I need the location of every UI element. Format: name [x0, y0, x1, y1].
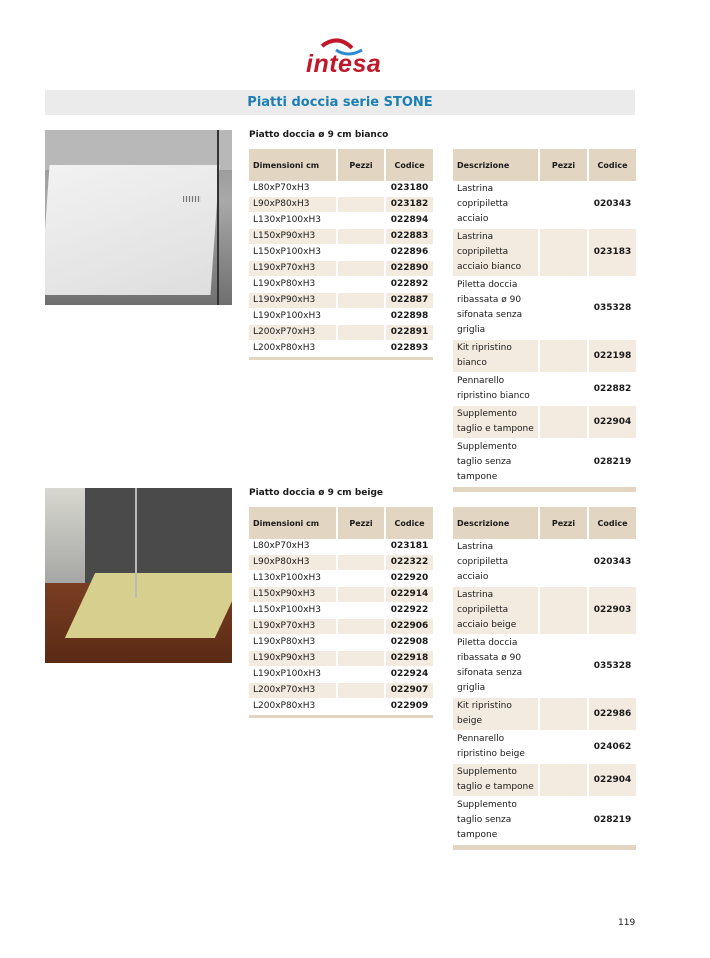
- pezzi-input[interactable]: [337, 245, 385, 261]
- pezzi-input[interactable]: [539, 731, 588, 764]
- pezzi-input[interactable]: [337, 197, 385, 213]
- table-row: [249, 683, 433, 699]
- dimension-cell: L150xP90xH3: [249, 587, 337, 603]
- table-row: [249, 571, 433, 587]
- table-row: [453, 277, 636, 340]
- col-header-dimensioni: Dimensioni cm: [249, 149, 337, 181]
- code-cell: 022893: [385, 341, 433, 357]
- table-row: [453, 439, 636, 487]
- code-cell: 035328: [588, 635, 636, 698]
- code-cell: 020343: [588, 539, 636, 587]
- description-cell: Pennarello ripristino beige: [453, 731, 539, 764]
- table-row: [249, 555, 433, 571]
- drain-icon: [183, 196, 201, 202]
- description-cell: Supplemento taglio e tampone: [453, 406, 539, 439]
- table-row: [249, 261, 433, 277]
- dimension-cell: L90xP80xH3: [249, 555, 337, 571]
- code-cell: 022896: [385, 245, 433, 261]
- pezzi-input[interactable]: [337, 325, 385, 341]
- description-cell: Supplemento taglio e tampone: [453, 764, 539, 797]
- table-row: [453, 181, 636, 229]
- col-header-descrizione: Descrizione: [453, 507, 539, 539]
- pezzi-input[interactable]: [337, 699, 385, 715]
- pezzi-input[interactable]: [539, 698, 588, 731]
- code-cell: 023183: [588, 229, 636, 277]
- table-row: [453, 340, 636, 373]
- dimension-cell: L200xP80xH3: [249, 341, 337, 357]
- dimension-cell: L190xP90xH3: [249, 651, 337, 667]
- table-row: [249, 181, 433, 197]
- table-row: [249, 603, 433, 619]
- col-header-descrizione: Descrizione: [453, 149, 539, 181]
- accessories-table: [453, 507, 636, 850]
- table-row: [249, 667, 433, 683]
- code-cell: 022882: [588, 373, 636, 406]
- pezzi-input[interactable]: [539, 439, 588, 487]
- code-cell: 035328: [588, 277, 636, 340]
- col-header-pezzi: Pezzi: [337, 149, 385, 181]
- code-cell: 022898: [385, 309, 433, 325]
- page-number: 119: [618, 918, 636, 928]
- pezzi-input[interactable]: [539, 373, 588, 406]
- dimension-cell: L150xP100xH3: [249, 603, 337, 619]
- pezzi-input[interactable]: [337, 181, 385, 197]
- section-title: Piatto doccia ø 9 cm bianco: [249, 130, 389, 140]
- pezzi-input[interactable]: [337, 603, 385, 619]
- pezzi-input[interactable]: [337, 571, 385, 587]
- description-cell: Lastrina copripiletta acciaio beige: [453, 587, 539, 635]
- pezzi-input[interactable]: [539, 340, 588, 373]
- code-cell: 022924: [385, 667, 433, 683]
- sizes-table: [249, 149, 433, 360]
- dimension-cell: L150xP90xH3: [249, 229, 337, 245]
- intesa-logo: [300, 36, 390, 86]
- col-header-pezzi: Pezzi: [539, 149, 588, 181]
- dimension-cell: L200xP70xH3: [249, 325, 337, 341]
- dimension-cell: L200xP70xH3: [249, 683, 337, 699]
- code-cell: 028219: [588, 797, 636, 845]
- code-cell: 022909: [385, 699, 433, 715]
- table-row: [249, 619, 433, 635]
- code-cell: 022892: [385, 277, 433, 293]
- dimension-cell: L200xP80xH3: [249, 699, 337, 715]
- table-row: [453, 797, 636, 845]
- pezzi-input[interactable]: [337, 539, 385, 555]
- code-cell: 024062: [588, 731, 636, 764]
- dimension-cell: L190xP100xH3: [249, 309, 337, 325]
- dimension-cell: L90xP80xH3: [249, 197, 337, 213]
- code-cell: 022918: [385, 651, 433, 667]
- table-row: [453, 587, 636, 635]
- pezzi-input[interactable]: [337, 587, 385, 603]
- code-cell: 022198: [588, 340, 636, 373]
- pezzi-input[interactable]: [337, 213, 385, 229]
- col-header-pezzi: Pezzi: [539, 507, 588, 539]
- pezzi-input[interactable]: [337, 651, 385, 667]
- col-header-codice: Codice: [385, 149, 433, 181]
- table-row: [249, 277, 433, 293]
- table-row: [249, 699, 433, 715]
- code-cell: 022922: [385, 603, 433, 619]
- code-cell: 022920: [385, 571, 433, 587]
- dimension-cell: L80xP70xH3: [249, 539, 337, 555]
- code-cell: 022903: [588, 587, 636, 635]
- description-cell: Lastrina copripiletta acciaio: [453, 539, 539, 587]
- table-row: [453, 698, 636, 731]
- table-row: [249, 539, 433, 555]
- section-title: Piatto doccia ø 9 cm beige: [249, 488, 383, 498]
- pezzi-input[interactable]: [539, 587, 588, 635]
- description-cell: Supplemento taglio senza tampone: [453, 439, 539, 487]
- code-cell: 022904: [588, 764, 636, 797]
- description-cell: Pennarello ripristino bianco: [453, 373, 539, 406]
- code-cell: 022891: [385, 325, 433, 341]
- table-row: [453, 373, 636, 406]
- pezzi-input[interactable]: [337, 293, 385, 309]
- table-row: [453, 539, 636, 587]
- pezzi-input[interactable]: [337, 229, 385, 245]
- code-cell: 022894: [385, 213, 433, 229]
- table-row: [453, 635, 636, 698]
- code-cell: 022908: [385, 635, 433, 651]
- pezzi-input[interactable]: [337, 619, 385, 635]
- product-photo-white: [45, 130, 232, 305]
- code-cell: 022906: [385, 619, 433, 635]
- code-cell: 022887: [385, 293, 433, 309]
- table-row: [453, 406, 636, 439]
- code-cell: 022907: [385, 683, 433, 699]
- dimension-cell: L130xP100xH3: [249, 213, 337, 229]
- pezzi-input[interactable]: [539, 181, 588, 229]
- code-cell: 022914: [385, 587, 433, 603]
- table-row: [249, 635, 433, 651]
- pezzi-input[interactable]: [539, 539, 588, 587]
- dimension-cell: L190xP70xH3: [249, 261, 337, 277]
- code-cell: 022986: [588, 698, 636, 731]
- pezzi-input[interactable]: [337, 309, 385, 325]
- description-cell: Lastrina copripiletta acciaio bianco: [453, 229, 539, 277]
- product-photo-beige: [45, 488, 232, 663]
- table-row: [249, 325, 433, 341]
- description-cell: Supplemento taglio senza tampone: [453, 797, 539, 845]
- dimension-cell: L80xP70xH3: [249, 181, 337, 197]
- code-cell: 020343: [588, 181, 636, 229]
- pezzi-input[interactable]: [539, 797, 588, 845]
- description-cell: Piletta doccia ribassata ø 90 sifonata senza griglia: [453, 635, 539, 698]
- table-row: [249, 293, 433, 309]
- code-cell: 023182: [385, 197, 433, 213]
- pezzi-input[interactable]: [337, 277, 385, 293]
- code-cell: 023181: [385, 539, 433, 555]
- accessories-table: [453, 149, 636, 492]
- sizes-table: [249, 507, 433, 718]
- table-row: [249, 213, 433, 229]
- pezzi-input[interactable]: [539, 229, 588, 277]
- table-row: [249, 587, 433, 603]
- pezzi-input[interactable]: [337, 635, 385, 651]
- title-bar: [45, 90, 635, 115]
- col-header-codice: Codice: [588, 149, 636, 181]
- dimension-cell: L190xP80xH3: [249, 635, 337, 651]
- col-header-dimensioni: Dimensioni cm: [249, 507, 337, 539]
- table-row: [249, 197, 433, 213]
- code-cell: 028219: [588, 439, 636, 487]
- col-header-codice: Codice: [385, 507, 433, 539]
- code-cell: 022890: [385, 261, 433, 277]
- pezzi-input[interactable]: [539, 635, 588, 698]
- code-cell: 022322: [385, 555, 433, 571]
- table-row: [249, 341, 433, 357]
- pezzi-input[interactable]: [337, 667, 385, 683]
- dimension-cell: L190xP70xH3: [249, 619, 337, 635]
- col-header-pezzi: Pezzi: [337, 507, 385, 539]
- col-header-codice: Codice: [588, 507, 636, 539]
- logo-text: intesa: [306, 50, 382, 78]
- description-cell: Kit ripristino bianco: [453, 340, 539, 373]
- table-row: [453, 731, 636, 764]
- code-cell: 022904: [588, 406, 636, 439]
- dimension-cell: L190xP90xH3: [249, 293, 337, 309]
- table-row: [249, 651, 433, 667]
- pezzi-input[interactable]: [337, 261, 385, 277]
- table-row: [249, 229, 433, 245]
- pezzi-input[interactable]: [539, 406, 588, 439]
- dimension-cell: L190xP80xH3: [249, 277, 337, 293]
- table-row: [249, 309, 433, 325]
- pezzi-input[interactable]: [337, 683, 385, 699]
- code-cell: 023180: [385, 181, 433, 197]
- dimension-cell: L130xP100xH3: [249, 571, 337, 587]
- pezzi-input[interactable]: [539, 764, 588, 797]
- dimension-cell: L150xP100xH3: [249, 245, 337, 261]
- description-cell: Kit ripristino beige: [453, 698, 539, 731]
- page-title: Piatti doccia serie STONE: [247, 95, 433, 110]
- pezzi-input[interactable]: [337, 555, 385, 571]
- description-cell: Piletta doccia ribassata ø 90 sifonata senza griglia: [453, 277, 539, 340]
- dimension-cell: L190xP100xH3: [249, 667, 337, 683]
- pezzi-input[interactable]: [539, 277, 588, 340]
- description-cell: Lastrina copripiletta acciaio: [453, 181, 539, 229]
- table-row: [249, 245, 433, 261]
- pezzi-input[interactable]: [337, 341, 385, 357]
- table-row: [453, 764, 636, 797]
- table-row: [453, 229, 636, 277]
- code-cell: 022883: [385, 229, 433, 245]
